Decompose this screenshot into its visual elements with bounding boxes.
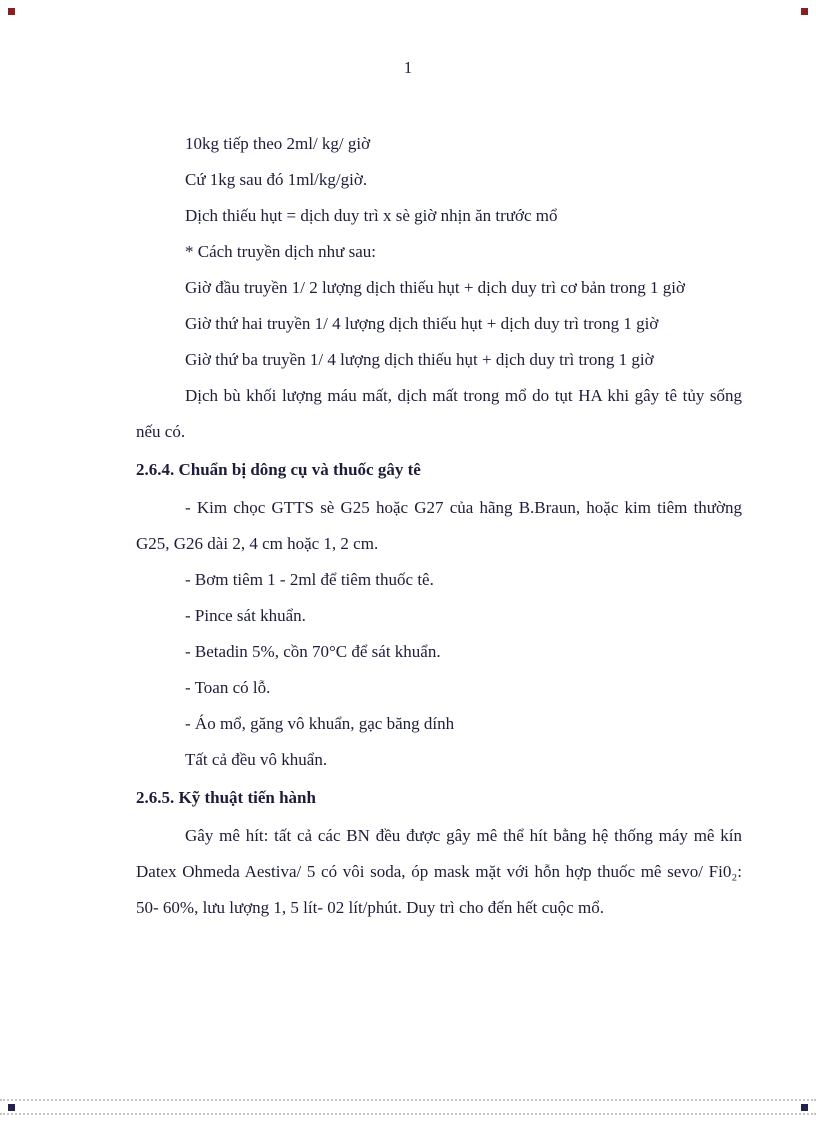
crop-mark-top-left xyxy=(8,8,15,15)
document-body xyxy=(136,126,742,926)
paragraph: Giờ đầu truyền 1/ 2 lượng dịch thiếu hụt + dịch duy trì cơ bản trong 1 giờ xyxy=(185,278,685,297)
list-item: - Toan có lỗ. xyxy=(185,678,271,697)
paragraph: Gây mê hít: tất cả các BN đều được gây mê thể hít bằng hệ thống máy mê kín Datex Ohmeda Aestiva/ 5 có vôi soda, óp mask mặt với hỗn hợp thuốc mê sevo/ Fi0₂: 50- 60%, lưu lượng 1, 5 lít- 02 lít/phút. Duy trì cho đến hết cuộc mổ. xyxy=(136,826,742,917)
dotted-border-bottom-2 xyxy=(0,1113,816,1115)
list-item: - Kim chọc GTTS sè G25 hoặc G27 của hãng B.Braun, hoặc kim tiêm thường G25, G26 dài 2, 4 cm hoặc 1, 2 cm. xyxy=(136,498,742,553)
paragraph: Dịch bù khối lượng máu mất, dịch mất trong mổ do tụt HA khi gây tê tủy sống nếu có. xyxy=(136,386,742,441)
list-item: - Pince sát khuẩn. xyxy=(185,606,306,625)
paragraph: Giờ thứ ba truyền 1/ 4 lượng dịch thiếu hụt + dịch duy trì trong 1 giờ xyxy=(185,350,654,369)
section-heading-2-6-5: 2.6.5. Kỹ thuật tiến hành xyxy=(136,788,316,807)
page-number: 1 xyxy=(403,58,413,77)
crop-mark-top-right xyxy=(801,8,808,15)
dotted-border-bottom-1 xyxy=(0,1099,816,1101)
crop-mark-bottom-left xyxy=(8,1104,15,1111)
list-item: - Betadin 5%, cồn 70°C để sát khuẩn. xyxy=(185,642,441,661)
list-item: - Áo mổ, găng vô khuẩn, gạc băng dính xyxy=(185,714,455,733)
paragraph: 10kg tiếp theo 2ml/ kg/ giờ xyxy=(185,134,371,153)
paragraph: Dịch thiếu hụt = dịch duy trì x sè giờ nhịn ăn trước mổ xyxy=(185,206,558,225)
list-item: - Bơm tiêm 1 - 2ml để tiêm thuốc tê. xyxy=(185,570,434,589)
paragraph: Cứ 1kg sau đó 1ml/kg/giờ. xyxy=(185,170,368,189)
paragraph: Tất cả đều vô khuẩn. xyxy=(185,750,328,769)
crop-mark-bottom-right xyxy=(801,1104,808,1111)
paragraph: * Cách truyền dịch như sau: xyxy=(185,242,376,261)
paragraph: Giờ thứ hai truyền 1/ 4 lượng dịch thiếu hụt + dịch duy trì trong 1 giờ xyxy=(185,314,659,333)
section-heading-2-6-4: 2.6.4. Chuẩn bị dông cụ và thuốc gây tê xyxy=(136,460,421,479)
